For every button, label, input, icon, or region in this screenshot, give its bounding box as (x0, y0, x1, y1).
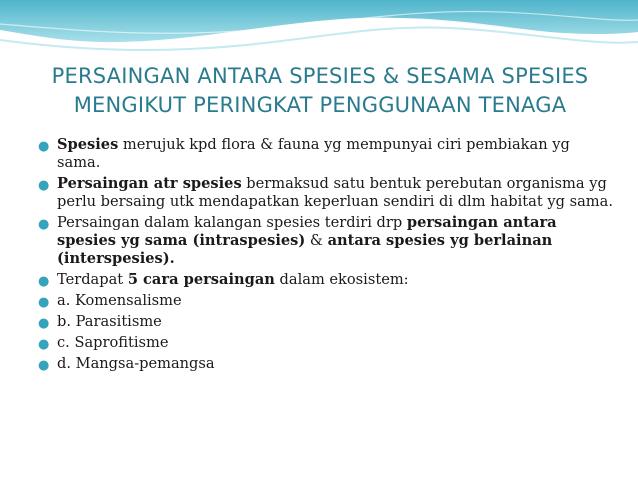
bullet-icon: ● (38, 178, 50, 193)
bullet-icon: ● (38, 358, 50, 373)
bullet-text: a. Komensalisme (57, 292, 182, 309)
bullet-bold: Persaingan atr spesies (57, 175, 242, 192)
bullet-icon: ● (38, 295, 50, 310)
bullet-icon: ● (38, 316, 50, 331)
bullet-icon: ● (38, 139, 50, 154)
bullet-text: d. Mangsa-pemangsa (57, 355, 215, 372)
bullet-item-mangsa-pemangsa (38, 355, 613, 373)
bullet-text: merujuk kpd flora & fauna yg mempunyai ciri pembiakan yg sama. (57, 136, 570, 171)
bullet-icon: ● (38, 274, 50, 289)
bullet-icon: ● (38, 337, 50, 352)
bullet-list (38, 136, 613, 376)
bullet-item-cara-persaingan (38, 271, 613, 289)
bullet-item-komensalisme (38, 292, 613, 310)
bullet-bold: antara spesies yg berlainan (interspesies). (57, 232, 553, 267)
bullet-text: dalam ekosistem: (274, 271, 409, 288)
slide-title-line1: PERSAINGAN ANTARA SPESIES & SESAMA SPESIES (51, 64, 589, 88)
bullet-bold: 5 cara persaingan (127, 271, 275, 288)
slide-title-line2: MENGIKUT PERINGKAT PENGGUNAAN TENAGA (73, 93, 567, 117)
bullet-icon: ● (38, 217, 50, 232)
bullet-item-persaingan-atr-spesies (38, 175, 613, 211)
bullet-text: Terdapat (57, 271, 128, 288)
bullet-text: bermaksud satu bentuk perebutan organisma yg perlu bersaing utk mendapatkan keperluan sendiri di dlm habitat yg sama. (57, 175, 613, 210)
bullet-item-persaingan-kalangan (38, 214, 613, 268)
bullet-item-parasitisme (38, 313, 613, 331)
bullet-text: & (305, 232, 328, 249)
header-wave-decoration (0, 0, 638, 70)
bullet-text: Persaingan dalam kalangan spesies terdiri drp (57, 214, 407, 231)
slide-title (20, 62, 620, 120)
bullet-text: c. Saprofitisme (57, 334, 169, 351)
bullet-item-saprofitisme (38, 334, 613, 352)
bullet-item-spesies (38, 136, 613, 172)
bullet-bold: Spesies (57, 136, 119, 153)
bullet-text: b. Parasitisme (57, 313, 162, 330)
bullet-bold: persaingan antara spesies yg sama (intraspesies) (57, 214, 557, 249)
